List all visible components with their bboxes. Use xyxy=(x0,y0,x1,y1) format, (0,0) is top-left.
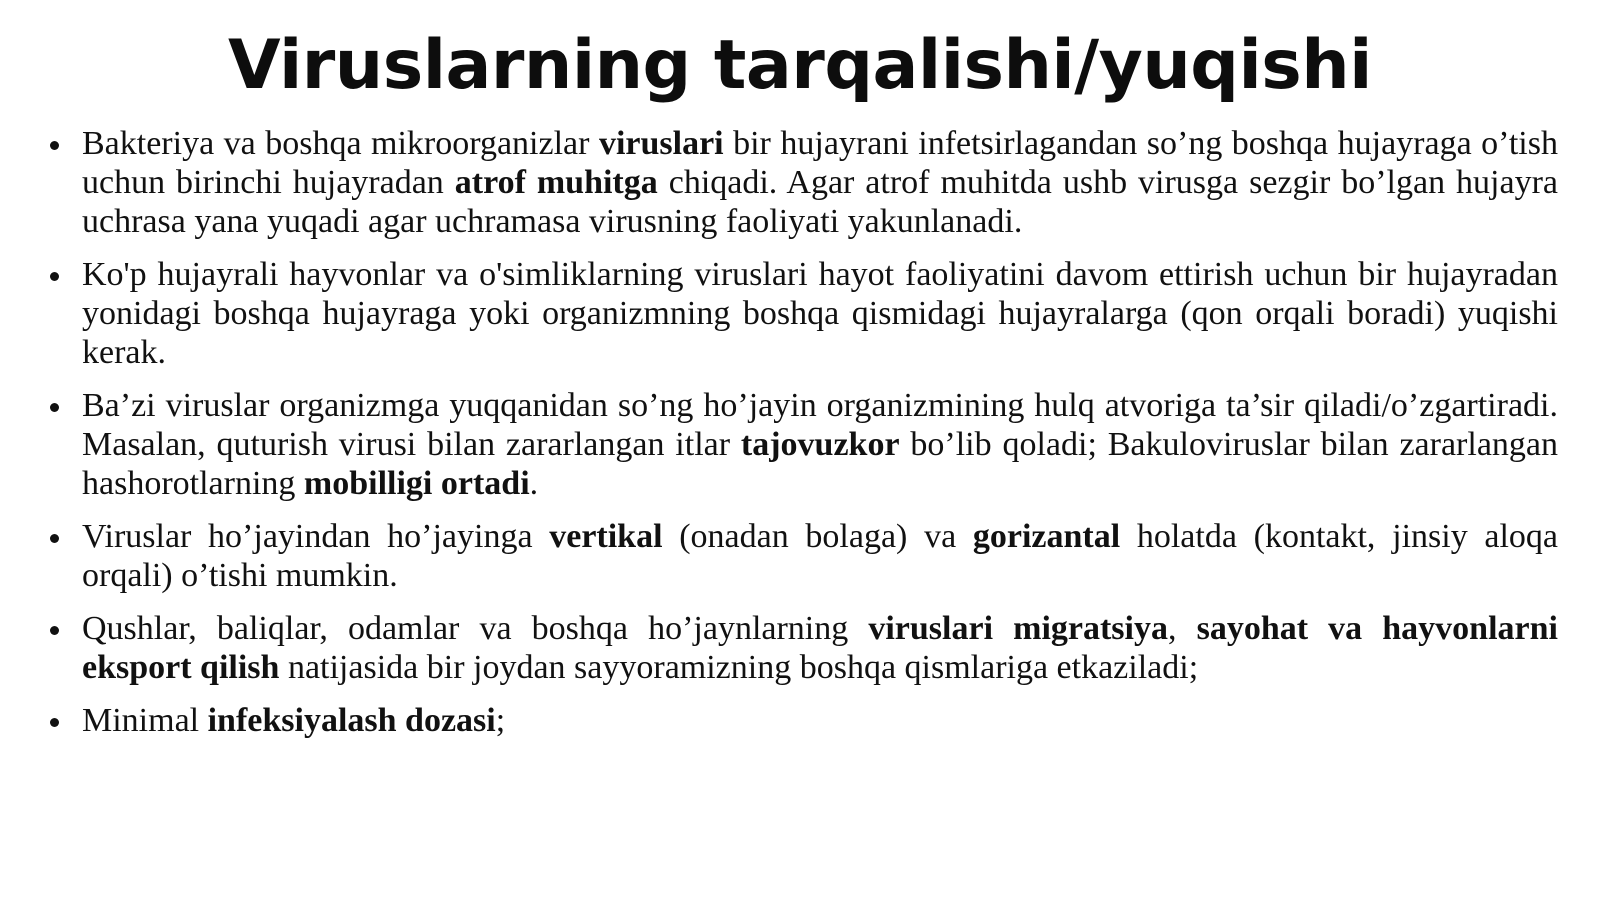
bullet-text-segment: . xyxy=(529,465,539,502)
bullet-text-segment: , xyxy=(1167,610,1197,647)
bullet-text-segment: (onadan bolaga) va xyxy=(662,518,973,555)
bullet-text-segment: ; xyxy=(495,702,506,739)
bullet-bold-term: sayohat va hayvonlarni eksport qilish xyxy=(82,610,1558,686)
bullet-item xyxy=(50,255,1558,372)
slide-title: Viruslarning tarqalishi/yuqishi xyxy=(228,26,1372,105)
bullet-dot-icon xyxy=(50,403,59,412)
bullet-text-segment: Bakteriya va boshqa mikroorganizlar xyxy=(82,125,599,162)
bullet-text xyxy=(82,518,1558,594)
bullet-text-segment: bir hujayrani infetsirlagandan so’ng boshqa hujayraga o’tish uchun birinchi hujayradan xyxy=(82,125,1558,201)
bullet-item xyxy=(50,701,1558,740)
bullet-bold-term: viruslari xyxy=(598,125,724,162)
bullet-bold-term: gorizantal xyxy=(972,518,1121,555)
bullet-text-segment: bo’lib qoladi; Bakuloviruslar bilan zararlangan hashorotlarning xyxy=(82,426,1559,502)
bullet-item xyxy=(50,517,1558,595)
bullet-text-segment: holatda (kontakt, jinsiy aloqa orqali) o’tishi mumkin. xyxy=(82,518,1559,594)
bullet-dot-icon xyxy=(50,534,59,543)
bullet-text xyxy=(82,610,1558,686)
bullet-bold-term: vertikal xyxy=(549,518,663,555)
bullet-bold-term: atrof muhitga xyxy=(454,164,658,201)
bullet-text-segment: Minimal xyxy=(82,702,208,739)
bullet-bold-term: tajovuzkor xyxy=(740,426,900,463)
bullet-dot-icon xyxy=(50,718,59,727)
bullet-text-segment: Ba’zi viruslar organizmga yuqqanidan so’ng ho’jayin organizmining hulq atvoriga ta’sir qiladi/o’zgartiradi. Masalan, quturish virusi bilan zararlangan itlar xyxy=(82,387,1558,463)
bullet-text xyxy=(82,256,1558,371)
bullet-bold-term: viruslari migratsiya xyxy=(868,610,1168,647)
bullet-item xyxy=(50,124,1558,241)
bullet-dot-icon xyxy=(50,626,59,635)
bullet-text xyxy=(82,387,1558,502)
bullet-item xyxy=(50,386,1558,503)
bullet-text-segment: chiqadi. Agar atrof muhitda ushb virusga sezgir bo’lgan hujayra uchrasa yana yuqadi agar uchramasa virusning faoliyati yakunlanadi. xyxy=(82,164,1558,240)
bullet-text xyxy=(82,702,505,739)
bullet-dot-icon xyxy=(50,141,59,150)
bullet-bold-term: mobilligi ortadi xyxy=(303,465,530,502)
bullet-text xyxy=(82,125,1558,240)
bullet-text-segment: Viruslar ho’jayindan ho’jayinga xyxy=(82,518,550,555)
bullet-text-segment: Ko'p hujayrali hayvonlar va o'simliklarning viruslari hayot faoliyatini davom ettirish uchun bir hujayradan yonidagi boshqa hujayraga yoki organizmning boshqa qismidagi hujayralarga (qon orqali boradi) yuqishi kerak. xyxy=(82,256,1558,371)
bullet-item xyxy=(50,609,1558,687)
bullet-dot-icon xyxy=(50,272,59,281)
bullet-text-segment: natijasida bir joydan sayyoramizning boshqa qismlariga etkaziladi; xyxy=(279,649,1199,686)
bullet-bold-term: infeksiyalash dozasi xyxy=(207,702,496,739)
bullet-text-segment: Qushlar, baliqlar, odamlar va boshqa ho’jaynlarning xyxy=(82,610,869,647)
bullet-list xyxy=(50,124,1558,754)
